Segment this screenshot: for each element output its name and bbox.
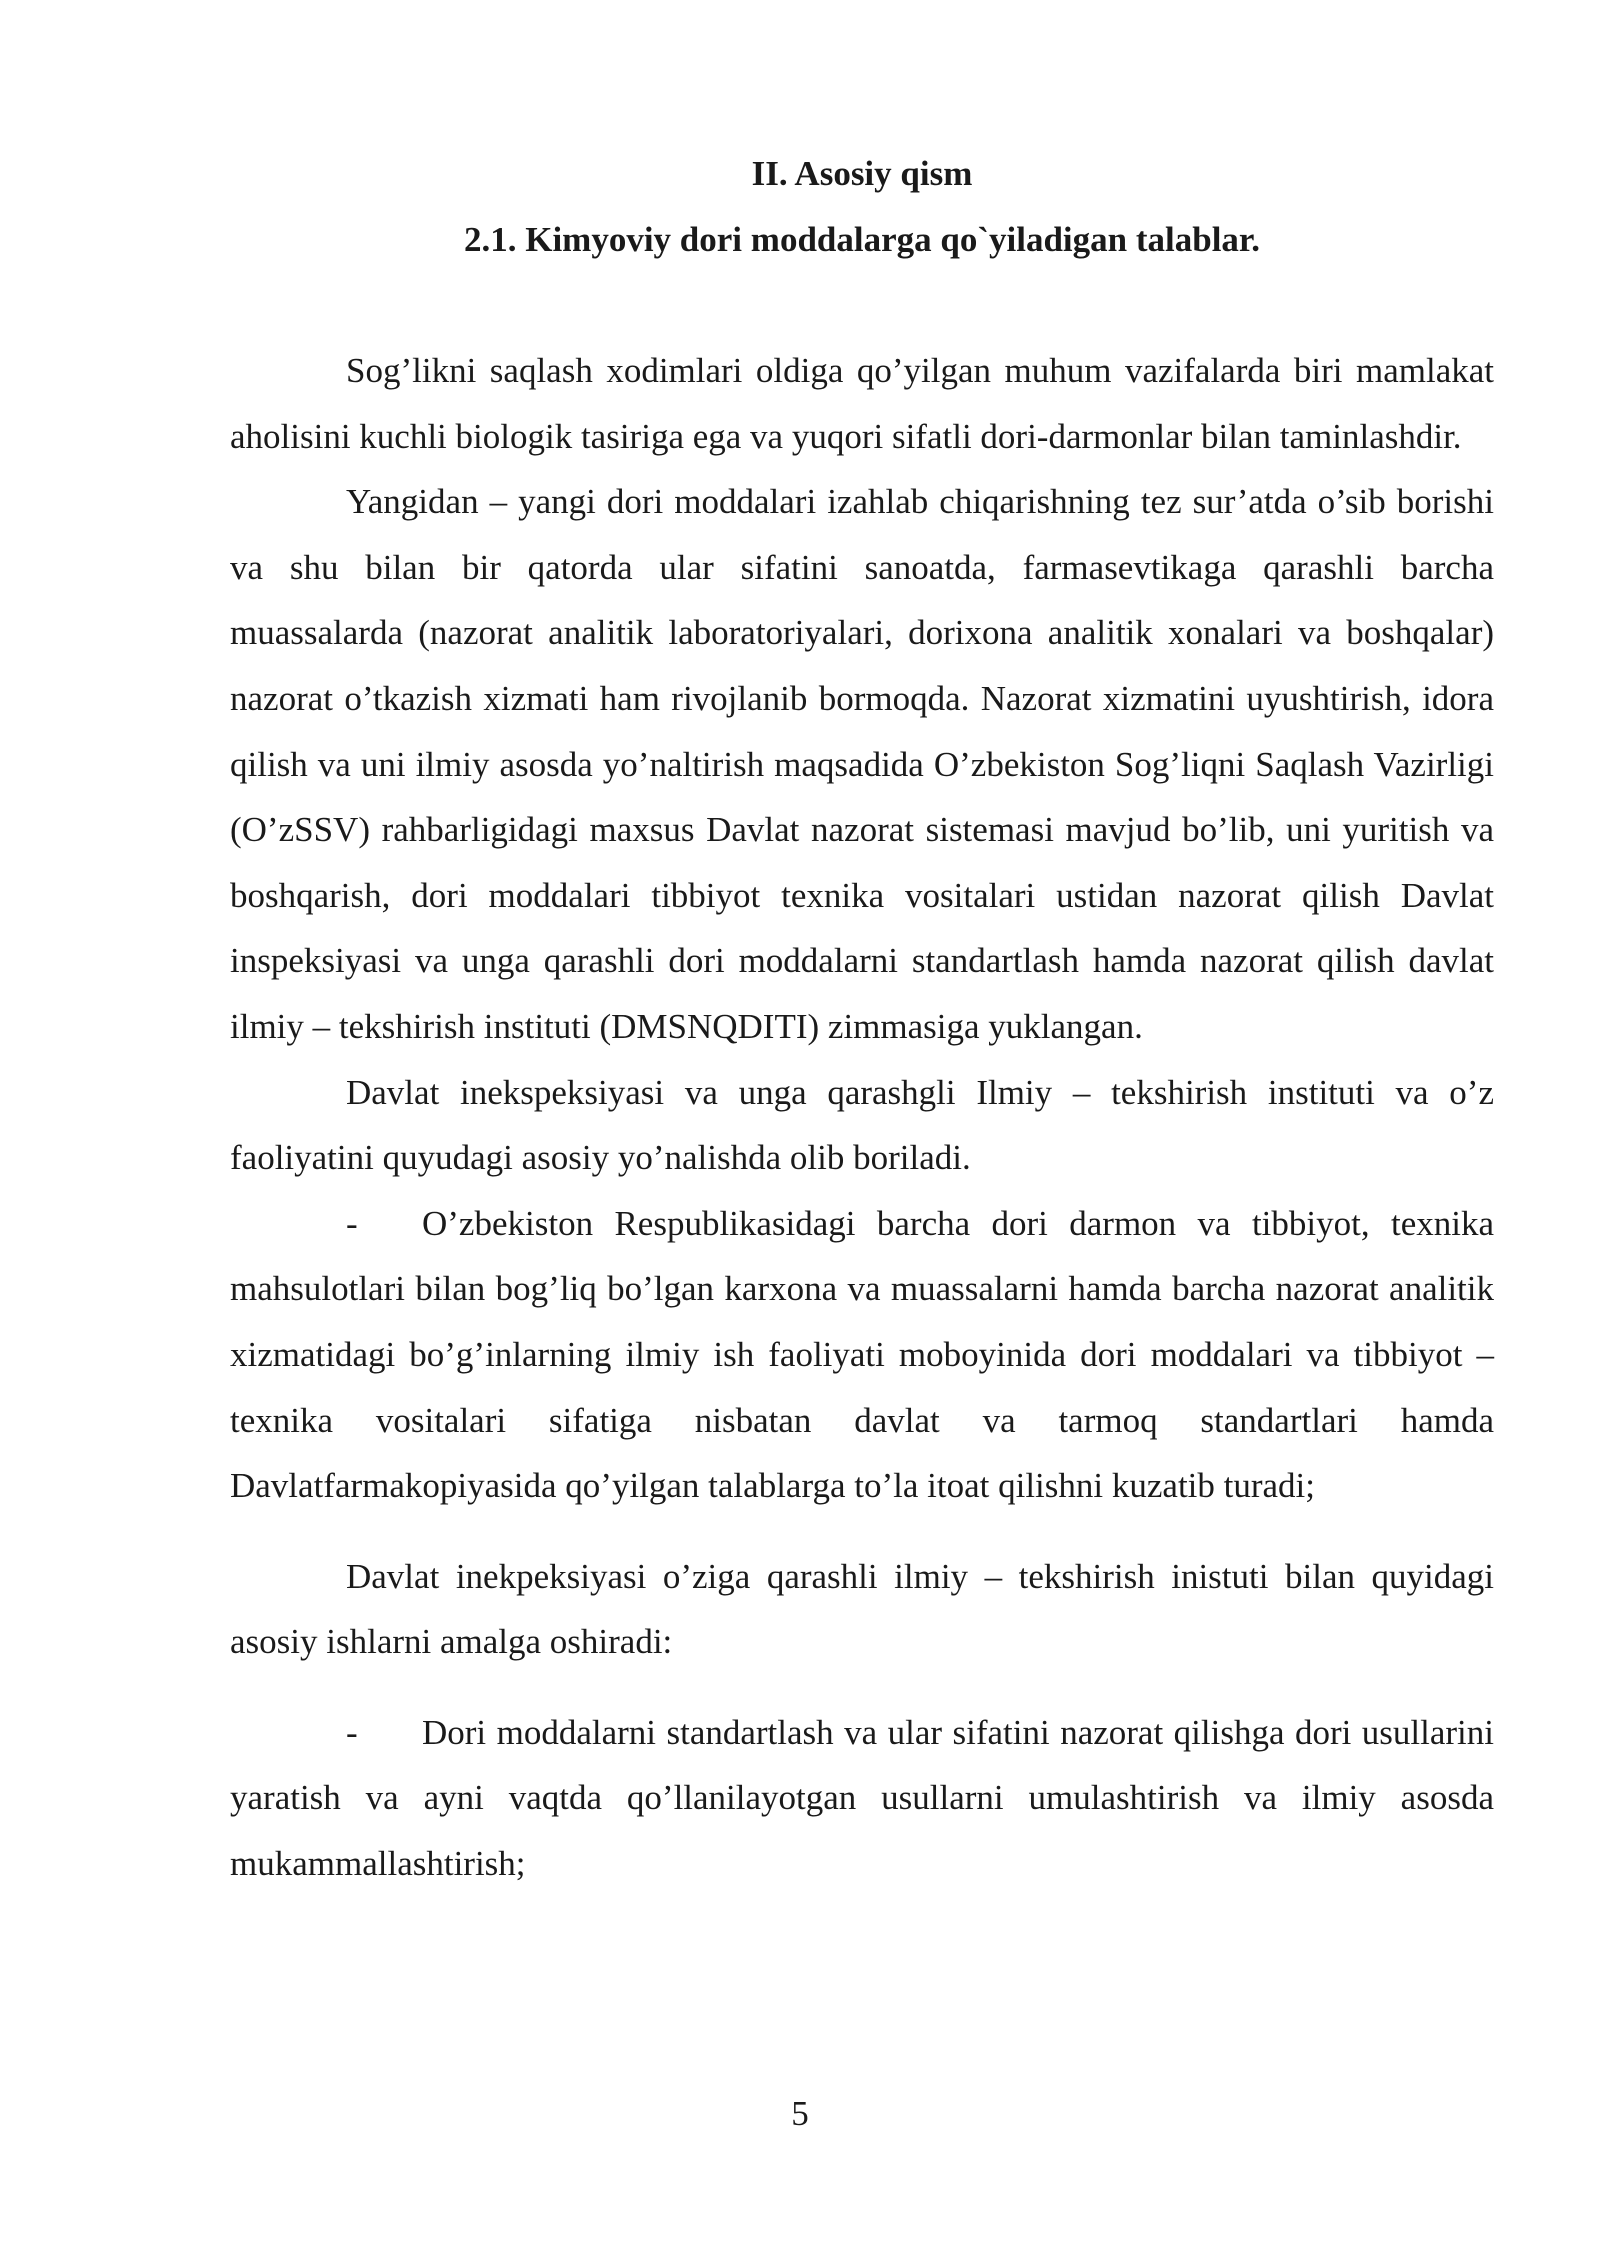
paragraph-text: Yangidan – yangi dori moddalari izahlab chiqarishning tez sur’atda o’sib borishi va shu bilan bir qatorda ular sifatini sanoatda, farmasevtikaga qarashli barcha muassalarda (nazorat analitik laboratoriyalari, dorixona analitik xonalari va boshqalar) nazorat o’tkazish xizmati ham rivojlanib bormoqda. Nazorat xizmatini uyushtirish, idora qilish va uni ilmiy asosda yo’naltirish maqsadida O’zbekiston Sog’liqni Saqlash Vazirligi (O’zSSV) rahbarligidagi maxsus Davlat nazorat sistemasi mavjud bo’lib, uni yuritish va boshqarish, dori moddalari tibbiyot texnika vositalari ustidan nazorat qilish Davlat inspeksiyasi va unga qarashli dori moddalarni standartlash hamda nazorat qilish davlat ilmiy – tekshirish instituti (DMSNQDITI) zimmasiga yuklangan.: [230, 482, 1494, 1046]
paragraph-2: [230, 469, 1494, 1059]
paragraph-3: [230, 1060, 1494, 1191]
subsection-title: 2.1. Kimyoviy dori moddalarga qo`yiladigan talablar.: [463, 220, 1260, 259]
section-title: II. Asosiy qism: [751, 154, 973, 193]
paragraph-text: Sog’likni saqlash xodimlari oldiga qo’yilgan muhum vazifalarda biri mamlakat aholisini kuchli biologik tasiriga ega va yuqori sifatli dori-darmonlar bilan taminlashdir.: [230, 351, 1494, 456]
list-item-text: Dori moddalarni standartlash va ular sifatini nazorat qilishga dori usullarini yaratish va ayni vaqtda qo’llanilayotgan usullarni umulashtirish va ilmiy asosda mukammallashtirish;: [230, 1712, 1494, 1884]
body-text: [230, 338, 1494, 1897]
paragraph-1: [230, 338, 1494, 469]
paragraph-4: [230, 1544, 1494, 1675]
list-bullet: -: [346, 1203, 358, 1243]
list-item-text: O’zbekiston Respublikasidagi barcha dori darmon va tibbiyot, texnika mahsulotlari bilan bog’liq bo’lgan karxona va muassalarni hamda barcha nazorat analitik xizmatidagi bo’g’inlarning ilmiy ish faoliyati moboyinida dori moddalari va tibbiyot – texnika vositalari sifatiga nisbatan davlat va tarmoq standartlari hamda Davlatfarmakopiyasida qo’yilgan talablarga to’la itoat qilishni kuzatib turadi;: [230, 1203, 1494, 1506]
list-bullet: -: [346, 1712, 358, 1752]
list-item-2: [230, 1700, 1494, 1897]
paragraph-text: Davlat inekspeksiyasi va unga qarashgli Ilmiy – tekshirish instituti va o’z faoliyatini quyudagi asosiy yo’nalishda olib boriladi.: [230, 1072, 1494, 1178]
list-item-1: [230, 1191, 1494, 1519]
paragraph-text: Davlat inekpeksiyasi o’ziga qarashli ilmiy – tekshirish inistuti bilan quyidagi asosiy ishlarni amalga oshiradi:: [230, 1556, 1494, 1662]
page-number: 5: [791, 2094, 809, 2133]
